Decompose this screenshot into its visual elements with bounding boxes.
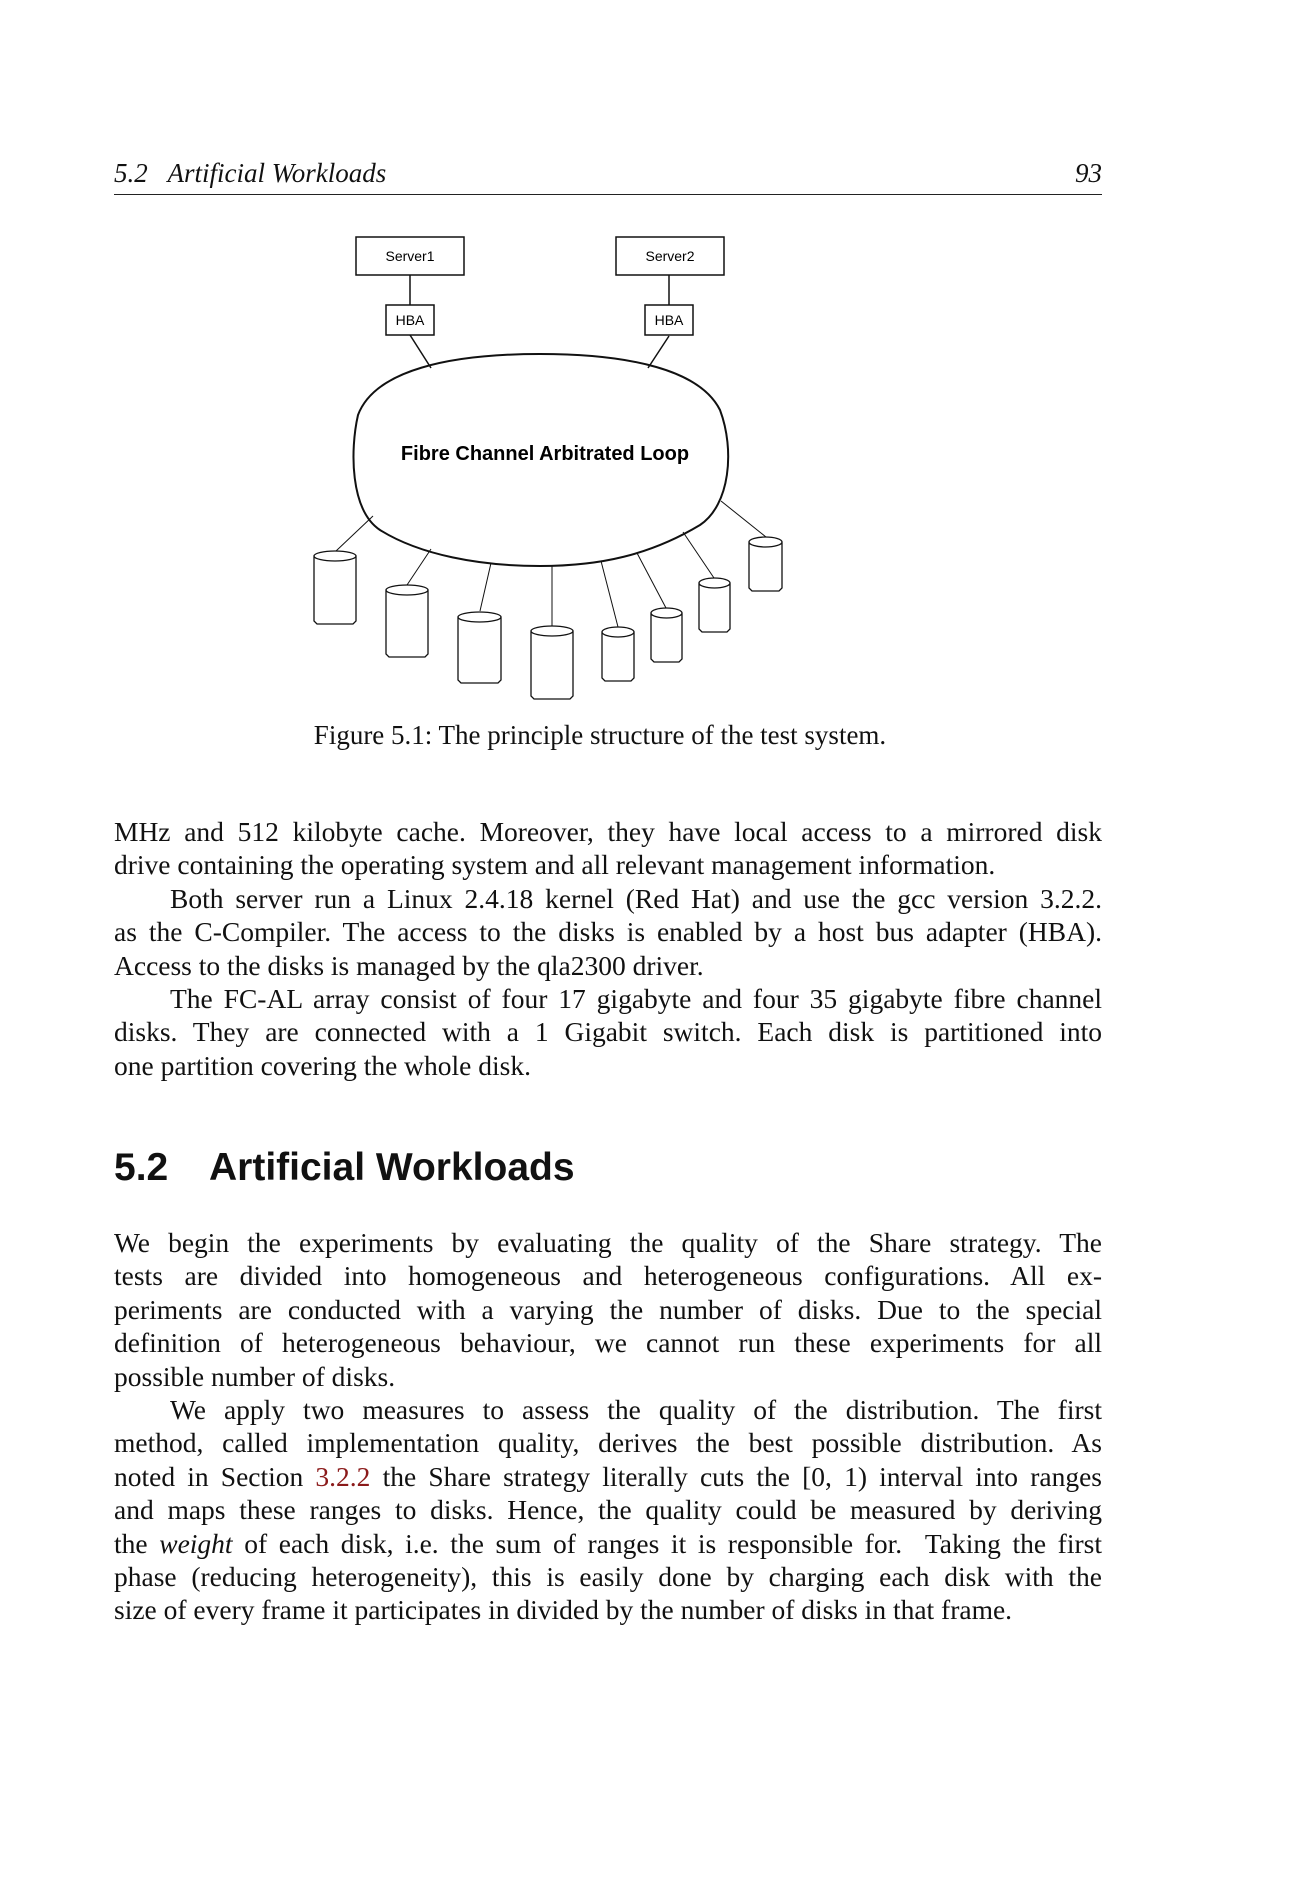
- disk-icon: [651, 608, 682, 662]
- figure-caption: Figure 5.1: The principle structure of the test system.: [313, 720, 887, 750]
- text-line: disks. They are connected with a 1 Gigabit switch. Each disk is partitioned into: [114, 1016, 1102, 1048]
- text-line: We begin the experiments by evaluating the quality of the Share strategy. The: [114, 1227, 1102, 1258]
- disk-icon: [386, 585, 428, 657]
- text-line: Access to the disks is managed by the qla2300 driver.: [114, 949, 704, 981]
- section-heading: [114, 1146, 575, 1190]
- server2-label: Server2: [645, 248, 695, 264]
- text-segment: of each disk, i.e. the sum of ranges it is responsible for. Taking the first: [232, 1527, 1102, 1559]
- disk-icon: [602, 627, 634, 681]
- paragraph-artificial-workloads: [114, 1226, 1102, 1627]
- emphasis-weight: weight: [159, 1527, 233, 1559]
- page-number: 93: [1075, 158, 1102, 188]
- server1-label: Server1: [385, 248, 435, 264]
- section-number: 5.2: [114, 1146, 169, 1189]
- hba2-label: HBA: [654, 312, 684, 328]
- disk-icon: [749, 537, 782, 591]
- text-line: possible number of disks.: [114, 1360, 396, 1392]
- text-line: [114, 1527, 1102, 1560]
- disk-icon: [531, 626, 573, 699]
- text-line: We apply two measures to assess the quality of the distribution. The first: [170, 1393, 1102, 1425]
- text-segment: the Share strategy literally cuts the [0, 1) interval into ranges: [370, 1460, 1102, 1492]
- running-section-title: 5.2 Artificial Workloads: [114, 158, 387, 188]
- section-title: Artificial Workloads: [209, 1146, 575, 1189]
- text-line: size of every frame it participates in divided by the number of disks in that frame.: [114, 1594, 1013, 1626]
- section-reference-link[interactable]: 3.2.2: [315, 1460, 371, 1492]
- figure-diagram: [0, 0, 1299, 720]
- disk-icon: [314, 551, 356, 624]
- text-segment: the: [114, 1527, 160, 1559]
- text-line: The FC-AL array consist of four 17 gigabyte and four 35 gigabyte fibre channel: [170, 982, 1102, 1014]
- text-segment: noted in Section: [114, 1460, 316, 1492]
- text-line: one partition covering the whole disk.: [114, 1049, 531, 1081]
- text-line: tests are divided into homogeneous and heterogeneous configurations. All ex-: [114, 1260, 1102, 1292]
- text-line: method, called implementation quality, derives the best possible distribution. As: [114, 1427, 1102, 1459]
- disk-icon: [699, 578, 730, 632]
- text-line: drive containing the operating system and all relevant management information.: [114, 849, 996, 881]
- text-line: and maps these ranges to disks. Hence, the quality could be measured by deriving: [114, 1494, 1102, 1526]
- text-line: [114, 1460, 1102, 1493]
- text-line: periments are conducted with a varying the number of disks. Due to the special: [114, 1293, 1102, 1325]
- loop-label: Fibre Channel Arbitrated Loop: [400, 443, 690, 465]
- text-line: as the C-Compiler. The access to the disks is enabled by a host bus adapter (HBA).: [114, 916, 1102, 948]
- text-line: phase (reducing heterogeneity), this is easily done by charging each disk with the: [114, 1560, 1102, 1592]
- text-line: MHz and 512 kilobyte cache. Moreover, they have local access to a mirrored disk: [114, 816, 1102, 847]
- hba1-label: HBA: [395, 312, 425, 328]
- disk-icon: [458, 612, 501, 683]
- text-line: Both server run a Linux 2.4.18 kernel (Red Hat) and use the gcc version 3.2.2.: [170, 882, 1102, 914]
- text-line: definition of heterogeneous behaviour, we cannot run these experiments for all: [114, 1327, 1102, 1359]
- paragraph-hardware: [114, 815, 1102, 1082]
